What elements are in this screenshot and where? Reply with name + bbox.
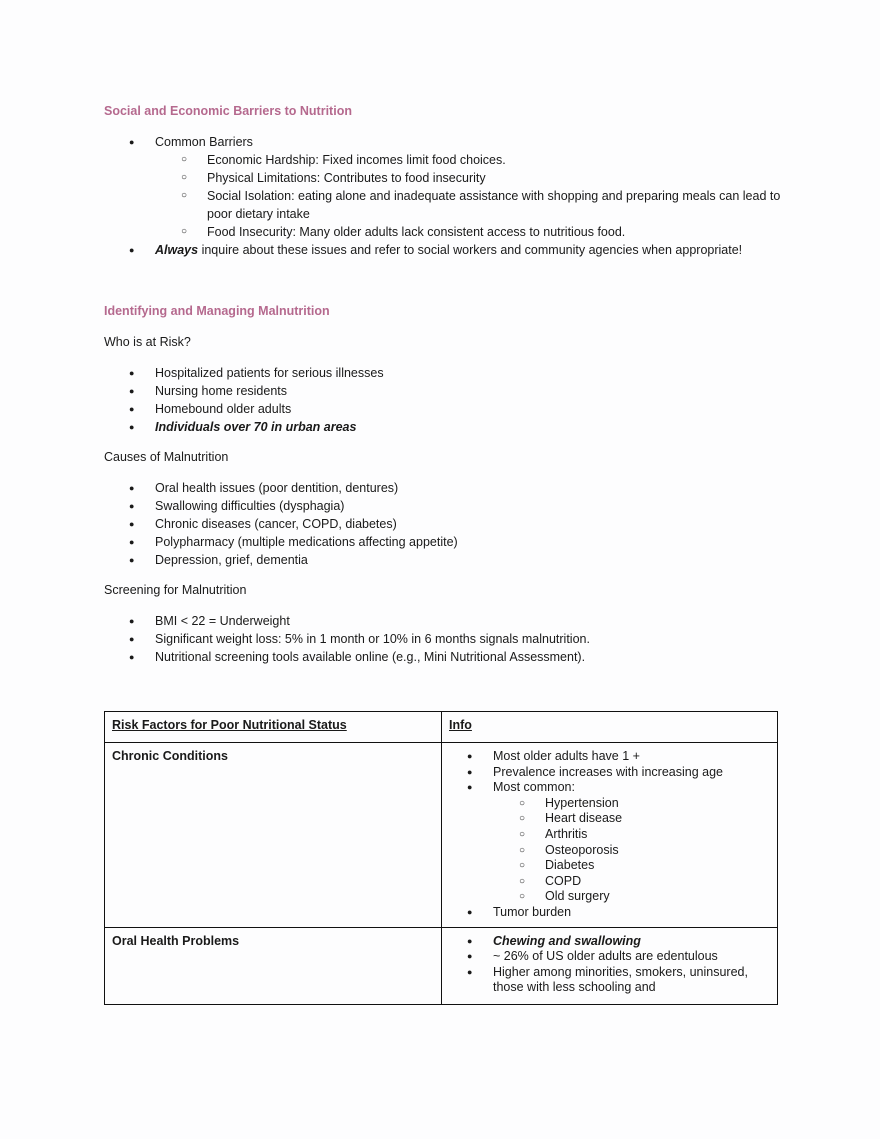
section-heading-barriers: Social and Economic Barriers to Nutrition <box>104 104 352 118</box>
list-item: ● ~ 26% of US older adults are edentulous <box>442 949 770 965</box>
table-cell <box>442 743 778 928</box>
always-emphasis: Always <box>155 243 199 257</box>
who-emphasis: Individuals over 70 in urban areas <box>155 420 357 434</box>
list-item <box>104 241 784 259</box>
list-item <box>442 934 770 950</box>
list-item: ○ Osteoporosis <box>493 843 770 859</box>
table-header-cell <box>105 712 442 743</box>
chronic-info-list <box>442 749 770 921</box>
table-row <box>105 743 778 928</box>
row-label-oral-health: Oral Health Problems <box>112 933 240 948</box>
list-item: ● Polypharmacy (multiple medications affecting appetite) <box>104 533 784 551</box>
list-item: ● Prevalence increases with increasing age <box>442 765 770 781</box>
list-item: ● Higher among minorities, smokers, uninsured, those with less schooling and <box>442 965 770 996</box>
list-item: ● Homebound older adults <box>104 400 784 418</box>
table-cell <box>105 743 442 928</box>
list-item: ● Oral health issues (poor dentition, dentures) <box>104 479 784 497</box>
risk-factors-table <box>104 711 778 1005</box>
list-item: ○ Physical Limitations: Contributes to food insecurity <box>155 169 784 187</box>
list-item: ○ COPD <box>493 874 770 890</box>
list-item: ○ Old surgery <box>493 889 770 905</box>
list-item: ● BMI < 22 = Underweight <box>104 612 784 630</box>
list-item <box>442 780 770 905</box>
list-item: ● Depression, grief, dementia <box>104 551 784 569</box>
header-info: Info <box>449 718 472 732</box>
list-item: ○ Heart disease <box>493 811 770 827</box>
list-item: ● Nursing home residents <box>104 382 784 400</box>
list-item: ● Swallowing difficulties (dysphagia) <box>104 497 784 515</box>
list-item: ● Tumor burden <box>442 905 770 921</box>
chewing-emphasis: Chewing and swallowing <box>493 933 641 948</box>
screening-list <box>104 612 784 666</box>
oral-info-list <box>442 934 770 996</box>
who-at-risk-list <box>104 364 784 436</box>
list-item: ○ Hypertension <box>493 796 770 812</box>
row-label-chronic-conditions: Chronic Conditions <box>112 749 228 763</box>
list-item <box>104 418 784 436</box>
list-item: ● Hospitalized patients for serious illnesses <box>104 364 784 382</box>
list-item: ○ Arthritis <box>493 827 770 843</box>
barriers-list <box>104 133 784 259</box>
most-common-sublist <box>493 796 770 905</box>
common-barriers-label: Common Barriers <box>155 135 253 149</box>
list-item: ○ Food Insecurity: Many older adults lack consistent access to nutritious food. <box>155 223 784 241</box>
always-text: inquire about these issues and refer to social workers and community agencies when appropriate! <box>198 243 743 257</box>
list-item: ○ Economic Hardship: Fixed incomes limit food choices. <box>155 151 784 169</box>
table-row <box>105 927 778 1004</box>
list-item: ○ Diabetes <box>493 858 770 874</box>
who-at-risk-label: Who is at Risk? <box>104 335 191 349</box>
list-item: ● Chronic diseases (cancer, COPD, diabetes) <box>104 515 784 533</box>
list-item: ● Significant weight loss: 5% in 1 month or 10% in 6 months signals malnutrition. <box>104 630 784 648</box>
section-heading-malnutrition: Identifying and Managing Malnutrition <box>104 304 330 318</box>
table-header-row <box>105 712 778 743</box>
list-item: ● Most older adults have 1 + <box>442 749 770 765</box>
causes-list <box>104 479 784 569</box>
causes-label: Causes of Malnutrition <box>104 450 229 464</box>
table-header-cell <box>442 712 778 743</box>
barriers-sublist <box>155 151 784 241</box>
list-item <box>104 133 784 241</box>
screening-label: Screening for Malnutrition <box>104 583 247 597</box>
table-cell <box>105 927 442 1004</box>
header-risk-factors: Risk Factors for Poor Nutritional Status <box>112 718 347 732</box>
table-cell <box>442 927 778 1004</box>
list-item: ● Nutritional screening tools available online (e.g., Mini Nutritional Assessment). <box>104 648 784 666</box>
list-item: ○ Social Isolation: eating alone and inadequate assistance with shopping and preparing meals can lead to poor dietary intake <box>155 187 784 223</box>
most-common-label: Most common: <box>493 780 575 795</box>
